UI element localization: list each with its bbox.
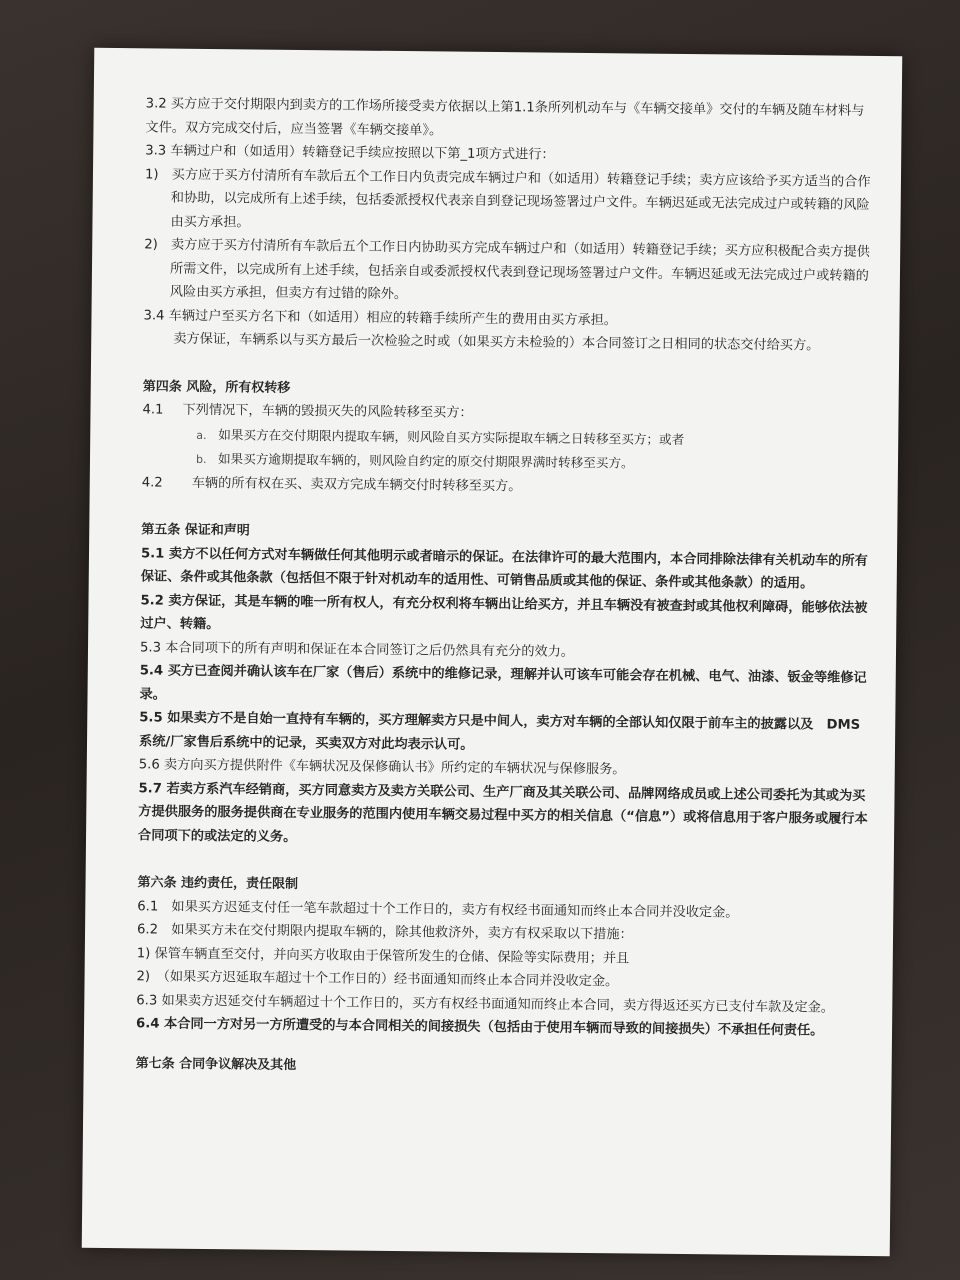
clause-6-1: 6.1 如果买方迟延支付任一笔车款超过十个工作日的，卖方有权经书面通知而终止本合同并没收定金。 xyxy=(137,898,739,921)
clause-6-2-measure-1: 1) 保管车辆直至交付，并向买方收取由于保管所发生的仓储、保险等实际费用；并且 xyxy=(136,945,630,966)
contract-text xyxy=(136,92,876,1083)
clause-5-4: 5.4 买方已查阅并确认该车在厂家（售后）系统中的维修记录，理解并认可该车可能会存在机械、电气、油漆、钣金等维修记录。 xyxy=(139,663,867,703)
clause-5-6: 5.6 卖方向买方提供附件《车辆状况及保修确认书》所约定的车辆状况与保修服务。 xyxy=(138,757,626,778)
clause-3-4: 3.4 车辆过户至买方名下和（如适用）相应的转籍手续所产生的费用由买方承担。 xyxy=(143,307,618,328)
clause-4-1-b-text: 如果买方逾期提取车辆的，则风险自约定的原交付期限界满时转移至买方。 xyxy=(217,451,634,471)
clause-4-2-text: 车辆的所有权在买、卖双方完成车辆交付时转移至买方。 xyxy=(191,475,522,494)
article-5-heading: 第五条 保证和声明 xyxy=(141,522,250,539)
clause-5-7: 5.7 若卖方系汽车经销商，买方同意卖方及卖方关联公司、生产厂商及其关联公司、品牌网络成员或上述公司委托为其或为买方提供服务的服务提供商在专业服务的范围内使用车辆交易过程中买方的相关信息（“信息”）或将信息用于客户服务或履行本合同项下的或法定的义务。 xyxy=(137,780,868,845)
clause-5-5: 5.5 如果卖方不是自始一直持有车辆的，买方理解卖方只是中间人，卖方对车辆的全部认知仅限于前车主的披露以及 DMS系统/厂家售后系统中的记录，买卖双方对此均表示认可。 xyxy=(138,710,861,753)
clause-3-2: 3.2 买方应于交付期限内到卖方的工作场所接受卖方依据以上第1.1条所列机动车与《车辆交接单》交付的车辆及随车材料与文件。双方完成交付后，应当签署《车辆交接单》。 xyxy=(145,96,865,138)
clause-3-4-guarantee: 卖方保证，车辆系以与买方最后一次检验之时或（如果买方未检验的）本合同签订之日相同的状态交付给买方。 xyxy=(173,331,820,354)
clause-3-3-option-2: 2) 卖方应于买方付清所有车款后五个工作日内协助买方完成车辆过户和（如适用）转籍登记手续；买方应积极配合卖方提供所需文件，以完成所有上述手续，包括亲自或委派授权代表到登记现场签署过户文件。车辆迟延或无法完成过户或转籍的风险由买方承担，但卖方有过错的除外。 xyxy=(144,237,870,303)
clause-4-1-a-marker: a. xyxy=(196,428,207,442)
article-6-heading: 第六条 违约责任，责任限制 xyxy=(137,875,299,892)
clause-6-2-measure-2: 2) （如果买方迟延取车超过十个工作日的）经书面通知而终止本合同并没收定金。 xyxy=(136,969,619,990)
clause-4-1-number: 4.1 xyxy=(142,402,164,418)
contract-page xyxy=(82,48,903,1256)
clause-4-1-text: 下列情况下，车辆的毁损灭失的风险转移至买方： xyxy=(182,402,473,421)
clause-3-3: 3.3 车辆过户和（如适用）转籍登记手续应按照以下第_1项方式进行： xyxy=(145,143,555,163)
clause-5-2: 5.2 卖方保证，其是车辆的唯一所有权人，有充分权利将车辆出让给买方，并且车辆没有被查封或其他权利障碍，能够依法被过户、转籍。 xyxy=(140,592,868,633)
clause-5-1: 5.1 卖方不以任何方式对车辆做任何其他明示或者暗示的保证。在法律许可的最大范围内，本合同排除法律有关机动车的所有保证、条件或其他条款（包括但不限于针对机动车的适用性、可销售品质或其他的保证、条件或其他条款）的适用。 xyxy=(140,545,868,592)
clause-6-3: 6.3 如果卖方迟延交付车辆超过十个工作日的，买方有权经书面通知而终止本合同，卖方得返还买方已支付车款及定金。 xyxy=(136,992,835,1016)
clause-4-2-number: 4.2 xyxy=(141,474,163,491)
clause-3-3-option-1: 1) 买方应于买方付清所有车款后五个工作日内负责完成车辆过户和（如适用）转籍登记手续；卖方应该给予买方适当的合作和协助，以完成所有上述手续，包括委派授权代表亲自到登记现场签署过户文件。车辆迟延或无法完成过户或转籍的风险由买方承担。 xyxy=(144,166,871,230)
clause-4-1-a-text: 如果买方在交付期限内提取车辆，则风险自买方实际提取车辆之日转移至买方；或者 xyxy=(218,426,685,447)
clause-6-2: 6.2 如果买方未在交付期限内提取车辆的，除其他救济外，卖方有权采取以下措施： xyxy=(136,922,633,943)
clause-6-4: 6.4 本合同一方对另一方所遭受的与本合同相关的间接损失（包括由于使用车辆而导致的间接损失）不承担任何责任。 xyxy=(136,1016,824,1039)
article-4-heading: 第四条 风险，所有权转移 xyxy=(142,378,291,396)
article-7-heading: 第七条 合同争议解决及其他 xyxy=(135,1055,297,1073)
clause-5-3: 5.3 本合同项下的所有声明和保证在本合同签订之后仍然具有充分的效力。 xyxy=(139,639,575,660)
clause-4-1-b-marker: b. xyxy=(195,452,207,466)
